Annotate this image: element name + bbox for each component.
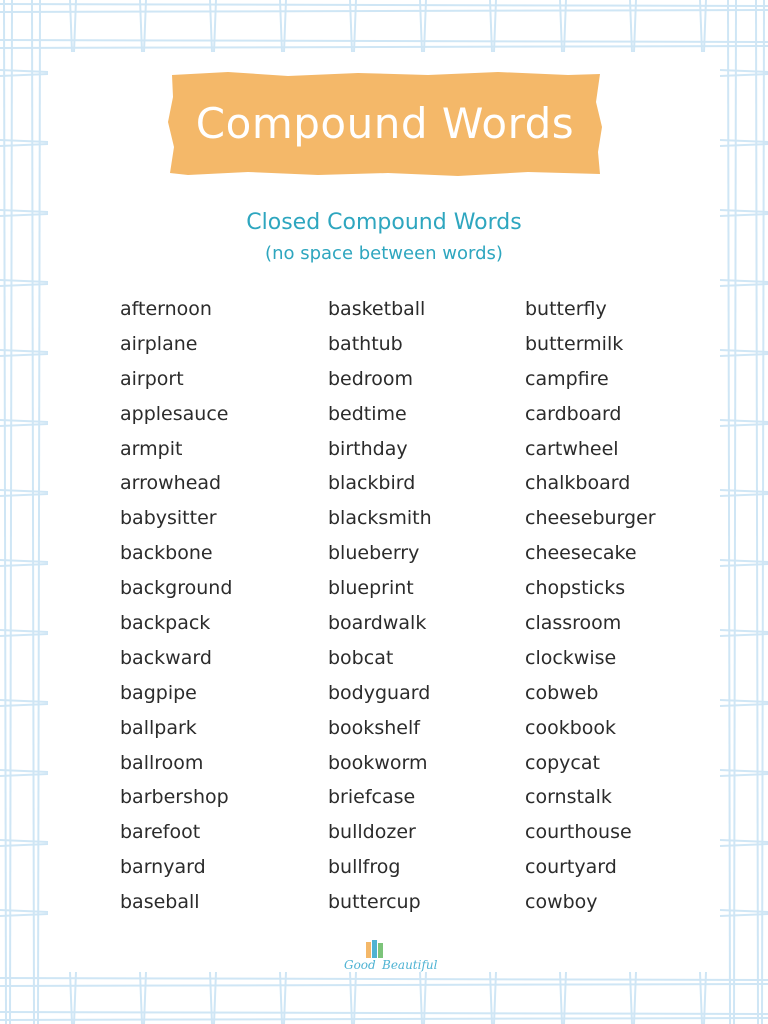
word-list-item: blacksmith xyxy=(328,507,432,530)
word-list-item: applesauce xyxy=(120,402,229,425)
word-list-item: cookbook xyxy=(525,716,617,739)
word-column-2 xyxy=(328,292,432,920)
word-list-item: barnyard xyxy=(120,856,206,879)
word-list-item: bulldozer xyxy=(328,821,416,844)
word-list-item: cheeseburger xyxy=(525,507,656,530)
brand-logo xyxy=(330,938,440,980)
word-list-item: blueprint xyxy=(328,577,414,600)
word-list-item: chalkboard xyxy=(525,472,631,495)
title-banner xyxy=(168,72,602,176)
word-list-item: background xyxy=(120,577,233,600)
word-list-item: copycat xyxy=(525,751,600,774)
word-column-3 xyxy=(525,292,656,920)
word-list-item: basketball xyxy=(328,298,426,320)
word-list-item: blackbird xyxy=(328,472,416,495)
word-list-item: chopsticks xyxy=(525,577,626,600)
word-list-item: afternoon xyxy=(120,298,212,320)
word-list-item: classroom xyxy=(525,612,622,635)
section-note: (no space between words) xyxy=(265,243,503,264)
word-list-item: backpack xyxy=(120,612,211,635)
word-list-item: boardwalk xyxy=(328,612,427,635)
word-list-item: cobweb xyxy=(525,681,599,704)
word-list-item: backbone xyxy=(120,542,213,565)
word-column-1 xyxy=(120,292,232,920)
word-list-item: airport xyxy=(120,367,184,390)
word-list-item: barefoot xyxy=(120,821,201,844)
word-list-item: bedtime xyxy=(328,402,407,425)
word-list-item: barbershop xyxy=(120,786,229,809)
word-list-item: baseball xyxy=(120,891,200,914)
word-list-item: backward xyxy=(120,646,212,669)
word-list-item: bodyguard xyxy=(328,681,431,704)
books-icon xyxy=(363,938,387,960)
word-list-item: bedroom xyxy=(328,367,413,390)
word-list-item: airplane xyxy=(120,332,198,355)
word-list-item: buttercup xyxy=(328,891,421,914)
word-list-item: cardboard xyxy=(525,402,622,425)
word-list-item: campfire xyxy=(525,367,609,390)
word-list-item: ballroom xyxy=(120,751,204,774)
word-list-item: buttermilk xyxy=(525,332,624,355)
word-list-item: clockwise xyxy=(525,646,617,669)
word-list-item: babysitter xyxy=(120,507,217,530)
word-list-item: bullfrog xyxy=(328,856,401,879)
logo-word-good: Good xyxy=(344,958,376,972)
word-list-item: bobcat xyxy=(328,646,394,669)
page-title: Compound Words xyxy=(195,99,575,148)
logo-word-beautiful: Beautiful xyxy=(382,958,438,972)
word-list-item: bathtub xyxy=(328,332,403,355)
word-list-item: cartwheel xyxy=(525,437,619,460)
word-list-item: briefcase xyxy=(328,786,416,809)
word-list-item: armpit xyxy=(120,437,183,460)
word-list-item: birthday xyxy=(328,437,408,460)
word-list-item: blueberry xyxy=(328,542,420,565)
section-heading: Closed Compound Words xyxy=(246,210,522,235)
word-list-item: butterfly xyxy=(525,298,607,320)
word-list-item: courthouse xyxy=(525,821,632,844)
word-list-item: cheesecake xyxy=(525,542,637,565)
word-list-item: cornstalk xyxy=(525,786,612,809)
word-list-item: bookshelf xyxy=(328,716,420,739)
word-list-item: arrowhead xyxy=(120,472,222,495)
word-list-item: bookworm xyxy=(328,751,428,774)
word-list-item: bagpipe xyxy=(120,681,197,704)
word-list-item: cowboy xyxy=(525,891,598,914)
word-list-item: courtyard xyxy=(525,856,617,879)
word-list-item: ballpark xyxy=(120,716,197,739)
